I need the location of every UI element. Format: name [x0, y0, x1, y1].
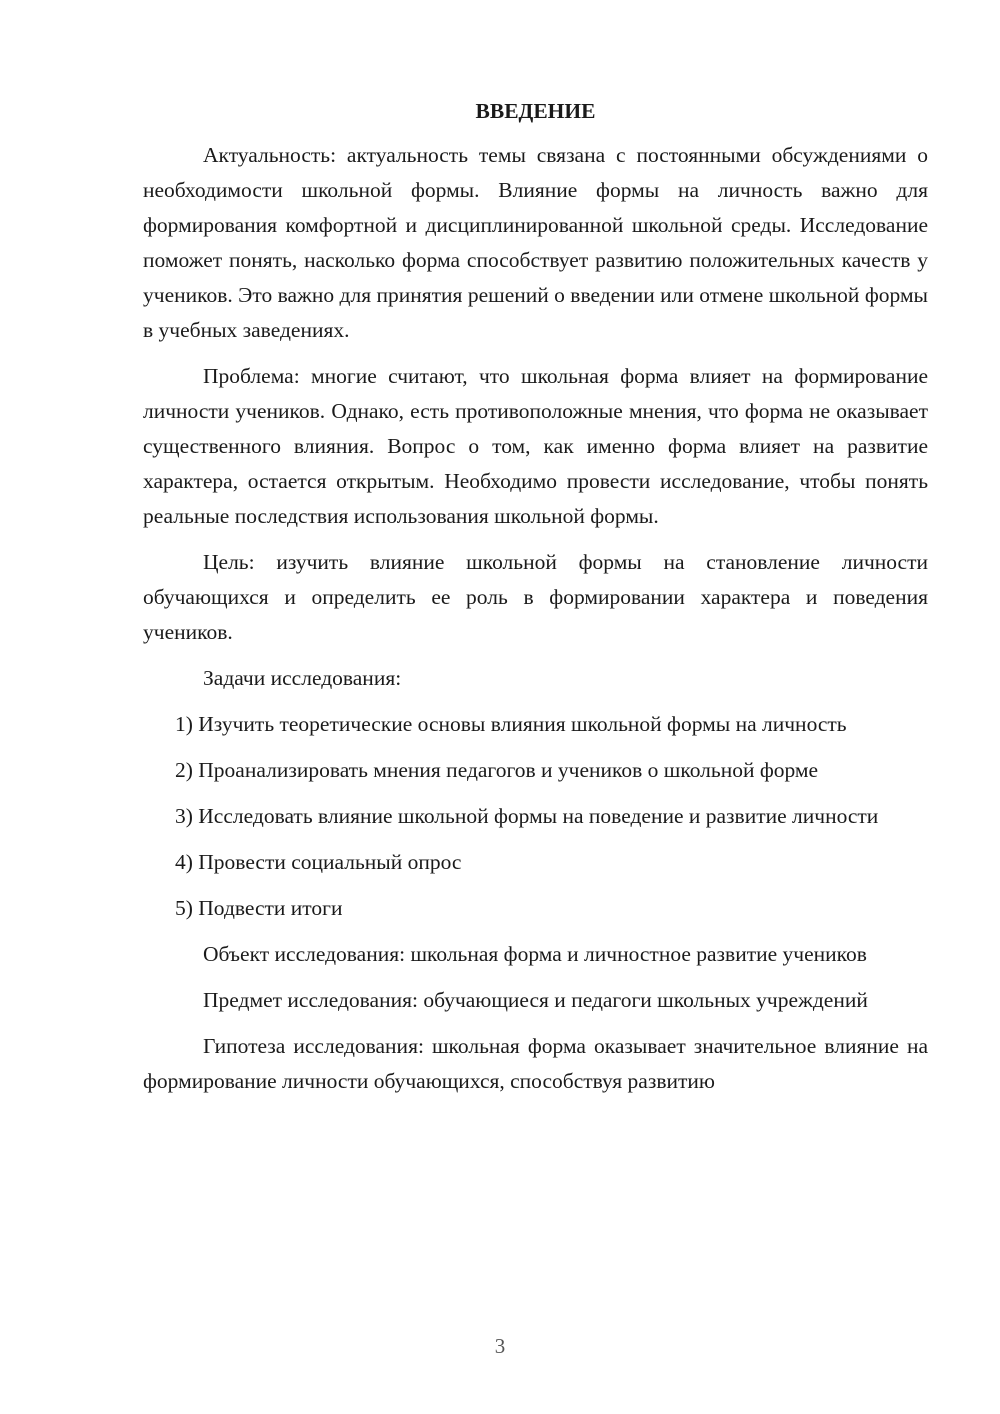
list-item: 3) Исследовать влияние школьной формы на поведение и развитие личности: [175, 804, 879, 828]
problem-paragraph: Проблема: многие считают, что школьная форма влияет на формирование личности учеников. Однако, есть противоположные мнения, что форма не оказывает существенного влияния. Вопрос о том, как именно форма влияет на развитие характера, остается открытым. Необходимо провести исследование, чтобы понять реальные последствия использования школьной формы.: [143, 364, 928, 528]
list-item: 2) Проанализировать мнения педагогов и учеников о школьной форме: [175, 758, 819, 782]
relevance-paragraph: Актуальность: актуальность темы связана с постоянными обсуждениями о необходимости школьной формы. Влияние формы на личность важно для формирования комфортной и дисциплинированной школьной среды. Исследование поможет понять, насколько форма способствует развитию положительных качеств у учеников. Это важно для принятия решений о введении или отмене школьной формы в учебных заведениях.: [143, 143, 928, 342]
subject-paragraph: Предмет исследования: обучающиеся и педагоги школьных учреждений: [203, 988, 868, 1012]
list-item: 1) Изучить теоретические основы влияния школьной формы на личность: [175, 712, 847, 736]
list-item: 4) Провести социальный опрос: [175, 850, 462, 874]
page-number: 3: [494, 1334, 506, 1358]
list-item: 5) Подвести итоги: [175, 896, 343, 920]
goal-paragraph: Цель: изучить влияние школьной формы на становление личности обучающихся и определить ее роль в формировании характера и поведения учеников.: [143, 550, 928, 644]
page-title: ВВЕДЕНИЕ: [475, 99, 596, 123]
document-page: [143, 96, 928, 1110]
tasks-heading: Задачи исследования:: [203, 666, 402, 690]
hypothesis-paragraph: Гипотеза исследования: школьная форма оказывает значительное влияние на формирование личности обучающихся, способствуя развитию: [143, 1034, 928, 1093]
object-paragraph: Объект исследования: школьная форма и личностное развитие учеников: [203, 942, 867, 966]
tasks-list: [143, 707, 928, 926]
